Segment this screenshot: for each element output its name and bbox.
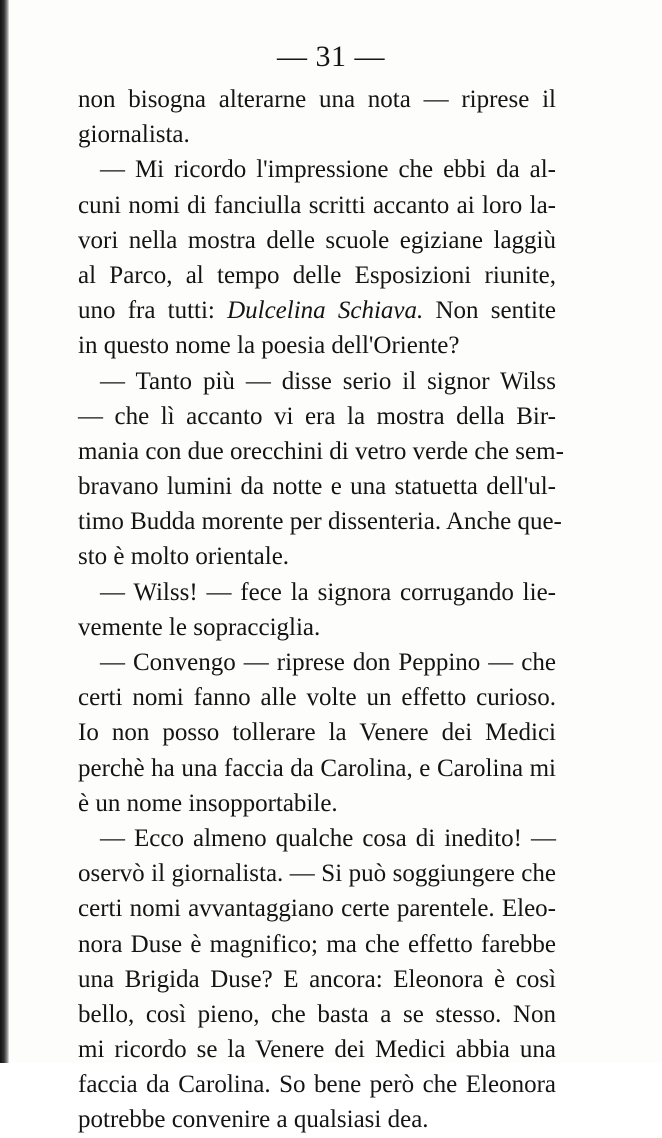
- text-line: è un nome insopportabile.: [78, 789, 338, 817]
- text-line: al Parco, al tempo delle Esposizioni riunite,: [78, 261, 556, 289]
- page-binding-edge: [0, 0, 9, 1063]
- text-line: nora Duse è magnifico; ma che effetto farebbe: [78, 930, 556, 958]
- text-line: timo Budda morente per dissenteria. Anche que-: [78, 508, 562, 536]
- text-line: in questo nome la poesia dell'Oriente?: [78, 332, 460, 360]
- text-line: sto è molto orientale.: [78, 543, 290, 571]
- text-line: non bisogna alterarne una nota — riprese il: [78, 86, 556, 113]
- text-line: — Tanto più — disse serio il signor Wilss: [100, 367, 556, 395]
- text-line: bello, così pieno, che basta a se stesso. Non: [78, 1000, 556, 1028]
- page-number: — 31 —: [277, 40, 385, 73]
- text-line: — Wilss! — fece la signora corrugando lie-: [100, 578, 556, 606]
- text-line: [78, 293, 556, 328]
- text-line: perchè ha una faccia da Carolina, e Carolina mi: [78, 754, 556, 782]
- text-segment: uno fra tutti:: [78, 297, 228, 325]
- text-line: certi nomi fanno alle volte un effetto curioso.: [78, 684, 556, 712]
- text-line: Io non posso tollerare la Venere dei Medici: [78, 719, 556, 747]
- text-line: — Convengo — riprese don Peppino — che: [100, 649, 556, 676]
- text-line: potrebbe convenire a qualsiasi dea.: [78, 1106, 429, 1134]
- text-line: vemente le sopracciglia.: [78, 613, 321, 641]
- text-line: — che lì accanto vi era la mostra della Bir-: [78, 402, 556, 430]
- body-text: [78, 82, 564, 1138]
- text-segment: Non sentite: [423, 297, 556, 325]
- text-line: mania con due orecchini di vetro verde che sem-: [78, 437, 564, 465]
- text-line: una Brigida Duse? E ancora: Eleonora è così: [78, 965, 556, 993]
- text-line: — Mi ricordo l'impressione che ebbi da al-: [100, 156, 556, 184]
- text-line: giornalista.: [78, 121, 190, 149]
- text-line: cuni nomi di fanciulla scritti accanto ai loro la-: [78, 191, 556, 219]
- text-line: — Ecco almeno qualche cosa di inedito! —: [100, 824, 556, 852]
- text-line: faccia da Carolina. So bene però che Eleonora: [78, 1071, 556, 1099]
- text-line: bravano lumini da notte e una statuetta dell'ul-: [78, 473, 556, 501]
- text-line: vori nella mostra delle scuole egiziane laggiù: [78, 226, 556, 254]
- text-line: certi nomi avvantaggiano certe parentele. Eleo-: [78, 895, 556, 923]
- italic-name: Dulcelina Schiava.: [227, 297, 424, 325]
- text-line: mi ricordo se la Venere dei Medici abbia una: [78, 1036, 556, 1064]
- text-line: oservò il giornalista. — Si può soggiungere che: [78, 860, 556, 888]
